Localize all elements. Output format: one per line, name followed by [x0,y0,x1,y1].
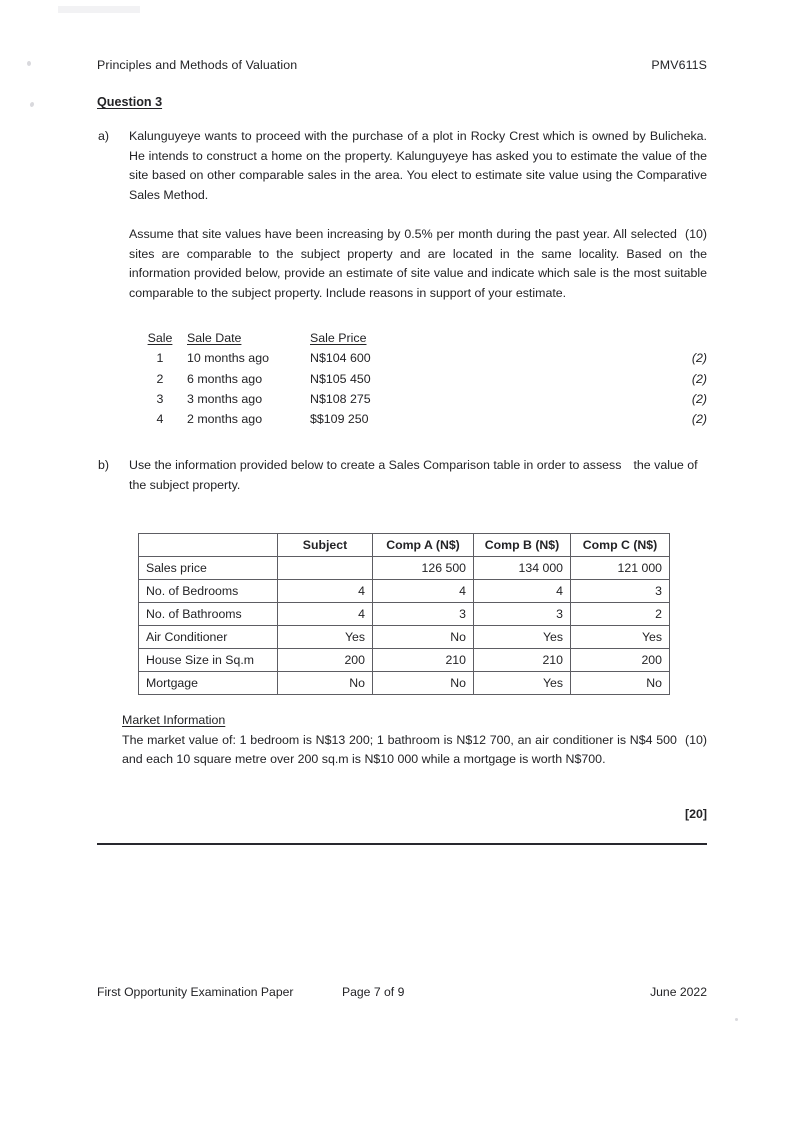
sales-list-header [97,328,707,348]
table-row [139,672,670,695]
scan-speck [29,101,34,107]
cell-comp-a: No [373,626,474,649]
row-label: Mortgage [139,672,278,695]
sale-number: 3 [156,391,164,406]
part-b-line-2: value of the subject property. [129,458,698,492]
sales-list [97,328,707,429]
sales-list-item [97,369,707,389]
sale-number: 2 [156,371,164,386]
cell-subject: Yes [278,626,373,649]
cell-comp-b: 134 000 [474,557,571,580]
sale-date: 3 months ago [187,391,263,406]
part-b-line-1-tail: the [633,458,651,472]
cell-comp-b: Yes [474,672,571,695]
cell-subject: No [278,672,373,695]
part-a-paragraph-1: Kalunguyeye wants to proceed with the purchase of a plot in Rocky Crest which is owned by Bulicheka. He intends to construct a home on the property. Kalunguyeye has asked you to estimate the value of the site based on other comparable sales in the area. You elect to estimate site value using the Comparative Sales Method. [129,129,707,202]
sale-date: 10 months ago [187,351,269,366]
horizontal-rule [97,843,707,845]
table-row [139,580,670,603]
table-row [139,649,670,672]
document-footer [97,985,707,999]
sales-comparison-table-wrapper [138,533,669,695]
sale-marks: (2) [691,391,707,406]
cell-comp-c: 121 000 [571,557,670,580]
cell-comp-a: No [373,672,474,695]
cell-subject: 4 [278,580,373,603]
cell-comp-a: 3 [373,603,474,626]
sale-marks: (2) [691,371,707,386]
cell-comp-c: Yes [571,626,670,649]
cell-comp-b: Yes [474,626,571,649]
sales-col-date-header: Sale Date [187,331,242,345]
column-header-attribute [139,534,278,557]
scan-artifact-top [58,6,140,13]
market-information-marks: (10) [684,732,707,747]
sale-price: $$109 250 [310,412,369,427]
part-b-paragraph [129,456,707,495]
course-code: PMV611S [651,58,707,72]
row-label: No. of Bathrooms [139,603,278,626]
cell-comp-b: 3 [474,603,571,626]
scan-speck [735,1018,738,1021]
sale-marks: (2) [691,412,707,427]
part-a-paragraph-2 [129,225,707,303]
cell-subject: 200 [278,649,373,672]
column-header-comp-b: Comp B (N$) [474,534,571,557]
cell-comp-a: 210 [373,649,474,672]
document-header [97,58,707,72]
course-title: Principles and Methods of Valuation [97,58,298,72]
cell-comp-a: 4 [373,580,474,603]
market-information-section [122,711,707,770]
part-b-label: b) [98,458,110,472]
question-title: Question 3 [97,95,163,109]
row-label: No. of Bedrooms [139,580,278,603]
sales-comparison-table [138,533,670,695]
row-label: House Size in Sq.m [139,649,278,672]
cell-comp-c: 3 [571,580,670,603]
cell-comp-c: 200 [571,649,670,672]
sale-number: 1 [156,351,164,366]
part-b-body [125,456,707,495]
table-row [139,626,670,649]
row-label: Sales price [139,557,278,580]
column-header-subject: Subject [278,534,373,557]
sales-list-item [97,348,707,368]
footer-paper-type: First Opportunity Examination Paper [97,985,294,999]
column-header-comp-a: Comp A (N$) [373,534,474,557]
table-row [139,603,670,626]
cell-comp-c: No [571,672,670,695]
part-a-body [125,127,707,303]
part-a-paragraph-2-text: Assume that site values have been increasing by 0.5% per month during the past year. All selected sites are comparable to the subject property and are located in the same locality. Based on the information provided below, provide an estimate of site value and indicate which sale is the most suitable comparable to the subject property. Include reasons in support of your estimate. [129,226,707,300]
part-b-line-1: Use the information provided below to create a Sales Comparison table in order to assess [129,458,622,472]
column-header-comp-c: Comp C (N$) [571,534,670,557]
footer-page-number: Page 7 of 9 [342,985,405,999]
row-label: Air Conditioner [139,626,278,649]
question-total-marks: [20] [684,807,707,821]
sales-col-sale-header: Sale [147,331,173,345]
cell-comp-c: 2 [571,603,670,626]
sales-list-item [97,409,707,429]
market-information-text: The market value of: 1 bedroom is N$13 200; 1 bathroom is N$12 700, an air conditioner is N$4 500 and each 10 square metre over 200 sq.m is N$10 000 while a mortgage is worth N$700. [122,732,677,767]
sale-price: N$108 275 [310,391,371,406]
sale-number: 4 [156,412,164,427]
cell-subject [278,557,373,580]
cell-comp-b: 210 [474,649,571,672]
table-header-row [139,534,670,557]
sales-col-price-header: Sale Price [310,331,367,345]
cell-subject: 4 [278,603,373,626]
cell-comp-b: 4 [474,580,571,603]
cell-comp-a: 126 500 [373,557,474,580]
market-information-heading: Market Information [122,713,226,727]
sale-price: N$104 600 [310,351,371,366]
footer-date: June 2022 [650,985,707,999]
scan-speck [27,61,31,66]
sale-marks: (2) [691,351,707,366]
market-information-body [122,731,707,770]
sale-price: N$105 450 [310,371,371,386]
table-row [139,557,670,580]
question-part-a [97,127,707,303]
sales-list-item [97,389,707,409]
sale-date: 6 months ago [187,371,263,386]
sale-date: 2 months ago [187,412,263,427]
part-a-marks: (10) [684,226,707,241]
question-part-b [97,456,707,495]
part-a-label: a) [98,129,110,143]
